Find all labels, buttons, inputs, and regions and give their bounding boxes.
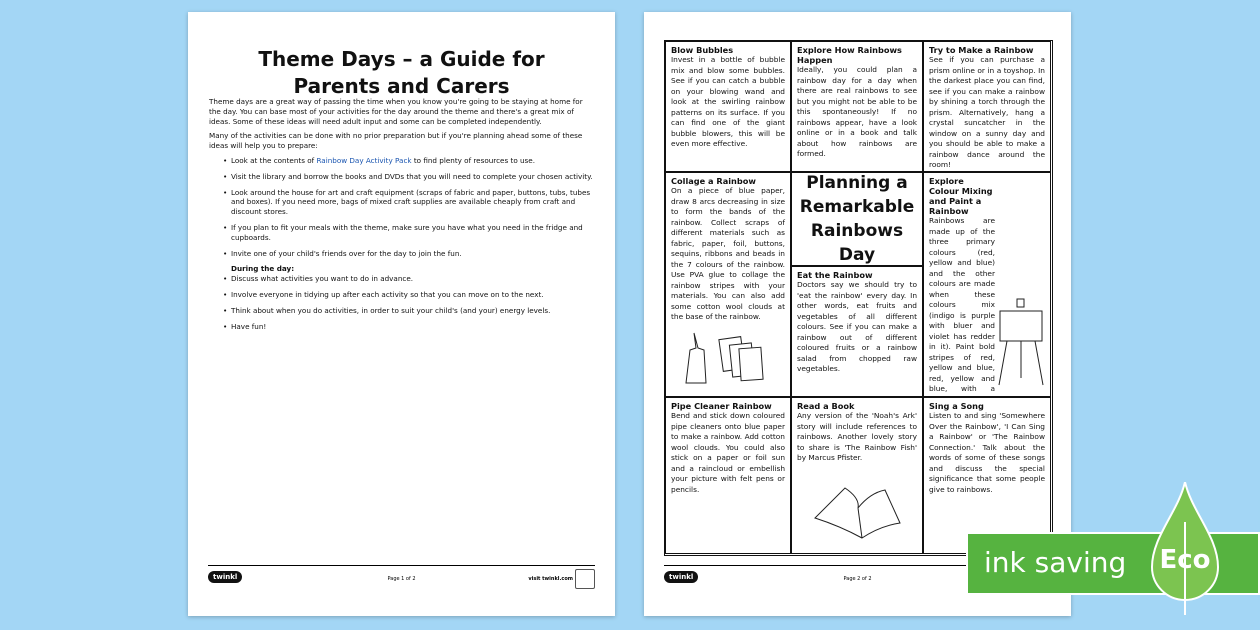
list-item xyxy=(231,156,595,166)
activity-pack-link[interactable]: Rainbow Day Activity Pack xyxy=(316,155,412,165)
twinkl-logo: twinkl xyxy=(664,571,698,583)
center-title: Planning a Remarkable Rainbows Day xyxy=(799,173,915,265)
title-line: Parents and Carers xyxy=(293,74,510,98)
cell-title: Sing a Song xyxy=(929,401,984,411)
cell-text: Doctors say we should try to 'eat the rainbow' every day. In other words, eat fruits and vegetables of all different colours. See if you can make a rainbow out of different coloured fruits or a rainbow salad from chopped raw vegetables. xyxy=(797,280,917,373)
cell-text: Invest in a bottle of bubble mix and blow some bubbles. See if you can catch a bubble on your blowing wand and look at the swirling rainbow patterns on its surface. If you can find one of the giant bubble blowers, this will be even more effective. xyxy=(671,55,785,148)
twinkl-logo: twinkl xyxy=(208,571,242,583)
cell-text: Any version of the 'Noah's Ark' story will include references to rainbows. Another lovely story to share is 'The Rainbow Fish' by Marcus Pfister. xyxy=(797,411,917,462)
guide-body xyxy=(209,97,595,337)
cell-title: Read a Book xyxy=(797,401,855,411)
activity-cell xyxy=(791,266,923,397)
text: Look at the contents of xyxy=(231,155,317,165)
page-title xyxy=(188,46,615,100)
activity-cell xyxy=(923,172,1051,397)
cell-text: See if you can purchase a prism online or in a toyshop. In the darkest place you can find, see if you can make a rainbow by shining a torch through the prism. Alternatively, hang a crystal suncatcher in the window on a sunny day and you should be able to make a rainbow dance around the room! xyxy=(929,55,1045,169)
eco-drop-icon xyxy=(1150,482,1220,617)
prep-list xyxy=(209,156,595,258)
intro-paragraph: Theme days are a great way of passing the time when you know you're going to be staying at home for the day. You can base most of your activities for the day around the theme and there's a great mix of ideas. Some of these ideas will need adult input and some can be completed independently. xyxy=(209,97,583,126)
cell-text: On a piece of blue paper, draw 8 arcs decreasing in size to form the bands of the rainbow. Collect scraps of different materials such as fabric, paper, foil, buttons, sequins, ribbons and beads in the 7 colours of the rainbow. Use PVA glue to collage the rainbow stripes with your materials. You can also add some cotton wool clouds at the base of the rainbow. xyxy=(671,186,785,321)
prep-paragraph: Many of the activities can be done with no prior preparation but if you're planning ahead some of these ideas will help you to prepare: xyxy=(209,131,583,151)
page-1 xyxy=(188,12,615,616)
eco-label: Eco xyxy=(1159,545,1211,575)
list-item: • Have fun! xyxy=(231,322,595,332)
cell-title: Pipe Cleaner Rainbow xyxy=(671,401,772,411)
visit-link[interactable]: visit twinkl.com xyxy=(528,576,573,582)
list-item: • Visit the library and borrow the books and DVDs that you will need to complete your chosen activity. xyxy=(231,172,595,182)
during-list xyxy=(209,274,595,331)
cell-title: Try to Make a Rainbow xyxy=(929,45,1034,55)
cell-title: Blow Bubbles xyxy=(671,45,734,55)
title-line: Theme Days – a Guide for xyxy=(258,47,545,71)
cell-text: Listen to and sing 'Somewhere Over the Rainbow', 'I Can Sing a Rainbow' or 'The Rainbow Connection.' Talk about the words of some of these songs and discuss the special significance that some people give to rainbows. xyxy=(929,411,1045,494)
page-footer xyxy=(208,565,595,588)
page-2 xyxy=(644,12,1071,616)
activity-cell xyxy=(665,172,791,397)
cell-title: Explore How Rainbows Happen xyxy=(797,45,902,65)
activity-cell xyxy=(923,41,1051,172)
during-heading: During the day: xyxy=(231,264,295,274)
cell-title: Collage a Rainbow xyxy=(671,176,756,186)
list-item: • Look around the house for art and craft equipment (scraps of fabric and paper, buttons, tubs, tubes and boxes). If you need more, bags of mixed craft supplies are available cheaply from craft and discount stores. xyxy=(231,188,595,217)
activity-cell xyxy=(791,41,923,172)
list-item: • Invite one of your child's friends over for the day to join the fun. xyxy=(231,249,595,259)
activity-cell xyxy=(791,397,923,554)
text: to find plenty of resources to use. xyxy=(411,155,536,165)
activity-cell xyxy=(923,397,1051,554)
page-number: Page 1 of 2 xyxy=(387,576,416,582)
quality-stamp-icon xyxy=(575,569,595,589)
book-icon xyxy=(810,478,905,543)
list-item: • Involve everyone in tidying up after each activity so that you can move on to the next. xyxy=(231,290,595,300)
page-number: Page 2 of 2 xyxy=(843,576,872,582)
list-item: • Discuss what activities you want to do in advance. xyxy=(231,274,595,284)
activity-cell xyxy=(665,397,791,554)
easel-icon xyxy=(997,293,1047,388)
cell-title: Eat the Rainbow xyxy=(797,270,873,280)
cell-title: Explore Colour Mixing and Paint a Rainbow xyxy=(929,176,993,216)
list-item: • If you plan to fit your meals with the theme, make sure you have what you need in the fridge and cupboards. xyxy=(231,223,595,243)
cell-text: Ideally, you could plan a rainbow day for a day when there are real rainbows to see but you might not be able to be this spontaneously! If no rainbows appear, have a look online or in a book and talk about how rainbows are formed. xyxy=(797,65,917,158)
activity-grid xyxy=(664,40,1053,556)
list-item: • Think about when you do activities, in order to suit your child's (and your) energy levels. xyxy=(231,306,595,316)
cell-text: Bend and stick down coloured pipe cleaners onto blue paper to make a rainbow. Add cotton wool clouds. You could also stick on a paper or foil sun and a raincloud or embellish your picture with felt pens or pencils. xyxy=(671,411,785,494)
cell-text: Rainbows are made up of the three primary colours (red, yellow and blue) and the other colours are made when these colours mix (indigo is purple with bluer and violet has redder in it). Paint bold stripes of red, yellow and blue, red, yellow and blue, with a xyxy=(929,216,995,393)
glue-and-paper-icon xyxy=(676,328,786,388)
center-title-cell xyxy=(791,172,923,266)
activity-cell xyxy=(665,41,791,172)
ink-saving-label: ink saving xyxy=(984,546,1127,579)
